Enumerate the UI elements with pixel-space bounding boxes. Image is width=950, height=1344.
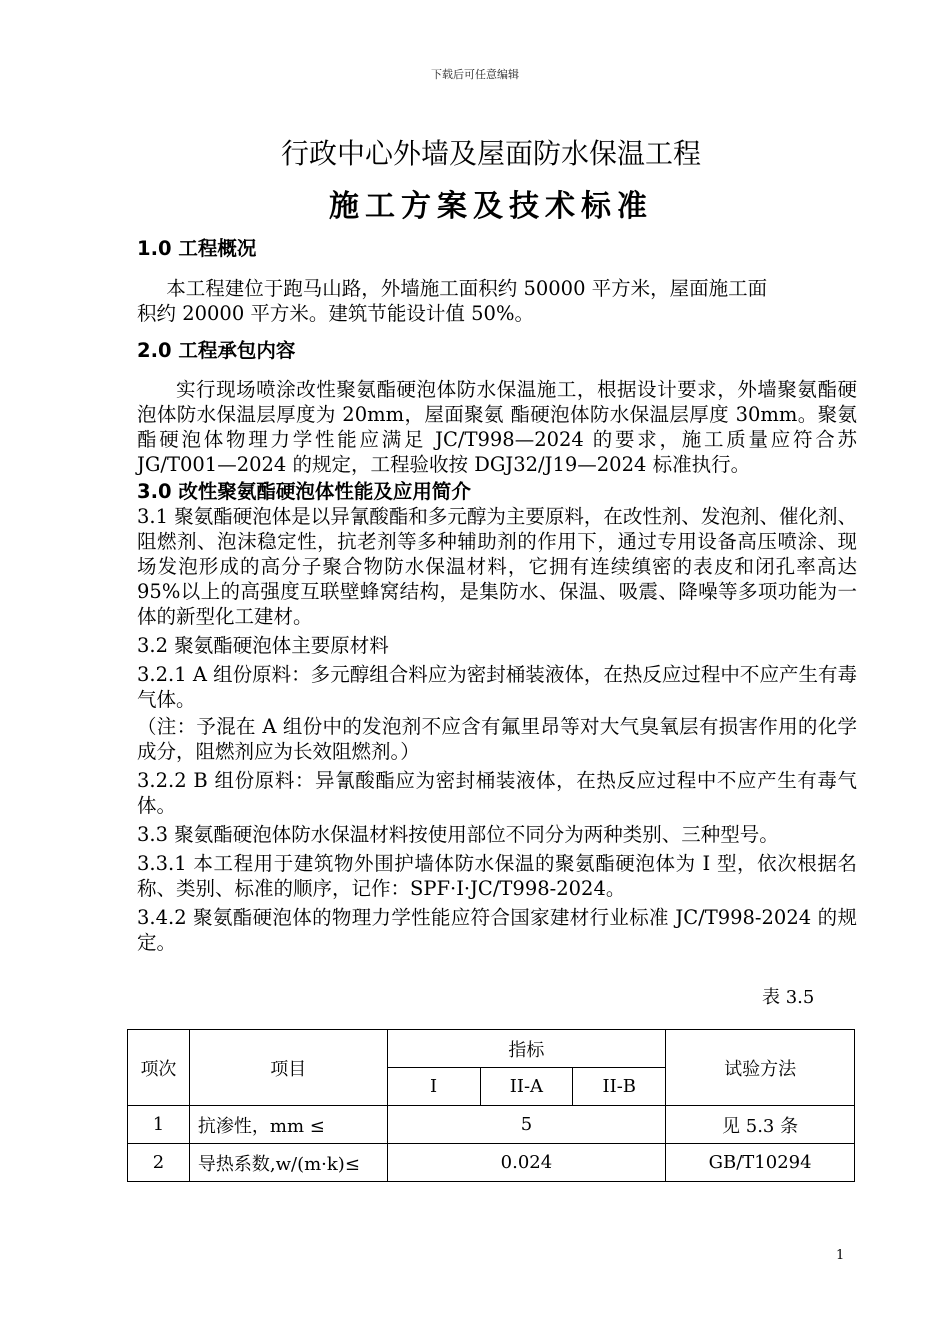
- section-3-2-note: （注：予混在 A 组份中的发泡剂不应含有氟里昂等对大气臭氧层有损害作用的化学成分，阻燃剂应为长效阻燃剂。）: [137, 715, 857, 763]
- section-1-line-1: 本工程建位于跑马山路，外墙施工面积约 50000 平方米，屋面施工面: [166, 277, 768, 300]
- subheader-iib: II-B: [573, 1068, 666, 1106]
- header-method: 试验方法: [666, 1030, 855, 1106]
- section-1-paragraph: [137, 276, 857, 326]
- document-body: [137, 232, 857, 955]
- section-heading-1: 1.0 工程概况: [137, 237, 257, 260]
- row-method: GB/T10294: [666, 1144, 855, 1182]
- subheader-i: I: [387, 1068, 480, 1106]
- row-no: 2: [128, 1144, 190, 1182]
- table-caption: 表 3.5: [762, 987, 815, 1008]
- section-3-2-2: 3.2.2 B 组份原料：异氰酸酯应为密封桶装液体，在热反应过程中不应产生有毒气体。: [137, 769, 857, 817]
- subheader-iia: II-A: [480, 1068, 573, 1106]
- section-3-4-2: 3.4.2 聚氨酯硬泡体的物理力学性能应符合国家建材行业标准 JC/T998-2024 的规定。: [137, 906, 857, 954]
- row-method: 见 5.3 条: [666, 1106, 855, 1144]
- row-value: 0.024: [387, 1144, 665, 1182]
- section-3-2: 3.2 聚氨酯硬泡体主要原材料: [137, 634, 389, 657]
- section-heading-2: 2.0 工程承包内容: [137, 339, 296, 362]
- section-3-2-1: 3.2.1 A 组份原料：多元醇组合料应为密封桶装液体，在热反应过程中不应产生有毒气体。: [137, 663, 857, 711]
- section-heading-3: 3.0 改性聚氨酯硬泡体性能及应用简介: [137, 480, 471, 503]
- row-item: 导热系数,w/(m·k)≤: [189, 1144, 387, 1182]
- section-3-3-1: 3.3.1 本工程用于建筑物外围护墙体防水保温的聚氨酯硬泡体为 I 型，依次根据名称、类别、标准的顺序，记作：SPF·I·JC/T998-2024。: [137, 852, 857, 900]
- header-no: 项次: [128, 1030, 190, 1106]
- section-2-paragraph: 实行现场喷涂改性聚氨酯硬泡体防水保温施工，根据设计要求，外墙聚氨酯硬泡体防水保温层厚度为 20mm，屋面聚氨 酯硬泡体防水保温层厚度 30mm。聚氨酯硬泡体物理力学性能应满足 JC/T998—2024 的要求，施工质量应符合苏 JG/T001—2024 的规定，工程验收按 DGJ32/J19—2024 标准执行。: [137, 378, 857, 476]
- page-header: 下载后可任意编辑: [431, 68, 519, 81]
- row-no: 1: [128, 1106, 190, 1144]
- section-1-line-2: 积约 20000 平方米。建筑节能设计值 50%。: [137, 302, 534, 325]
- table-row: [128, 1106, 855, 1144]
- page-number: 1: [836, 1248, 845, 1263]
- spec-table: [127, 1029, 855, 1182]
- header-index: 指标: [387, 1030, 665, 1068]
- table-row: [128, 1144, 855, 1182]
- header-item: 项目: [189, 1030, 387, 1106]
- table-header-row: [128, 1030, 855, 1068]
- section-3-1: 3.1 聚氨酯硬泡体是以异氰酸酯和多元醇为主要原料，在改性剂、发泡剂、催化剂、阻燃剂、泡沫稳定性，抗老剂等多种辅助剂的作用下，通过专用设备高压喷涂、现场发泡形成的高分子聚合物防水保温材料，它拥有连续缜密的表皮和闭孔率高达 95%以上的高强度互联壁蜂窝结构，是集防水、保温、吸震、降噪等多项功能为一体的新型化工建材。: [137, 505, 857, 628]
- row-item: 抗渗性，mm ≤: [189, 1106, 387, 1144]
- document-title: 行政中心外墙及屋面防水保温工程: [280, 137, 701, 170]
- section-3-3: 3.3 聚氨酯硬泡体防水保温材料按使用部位不同分为两种类别、三种型号。: [137, 823, 779, 846]
- row-value: 5: [387, 1106, 665, 1144]
- document-subtitle: 施工方案及技术标准: [329, 189, 653, 224]
